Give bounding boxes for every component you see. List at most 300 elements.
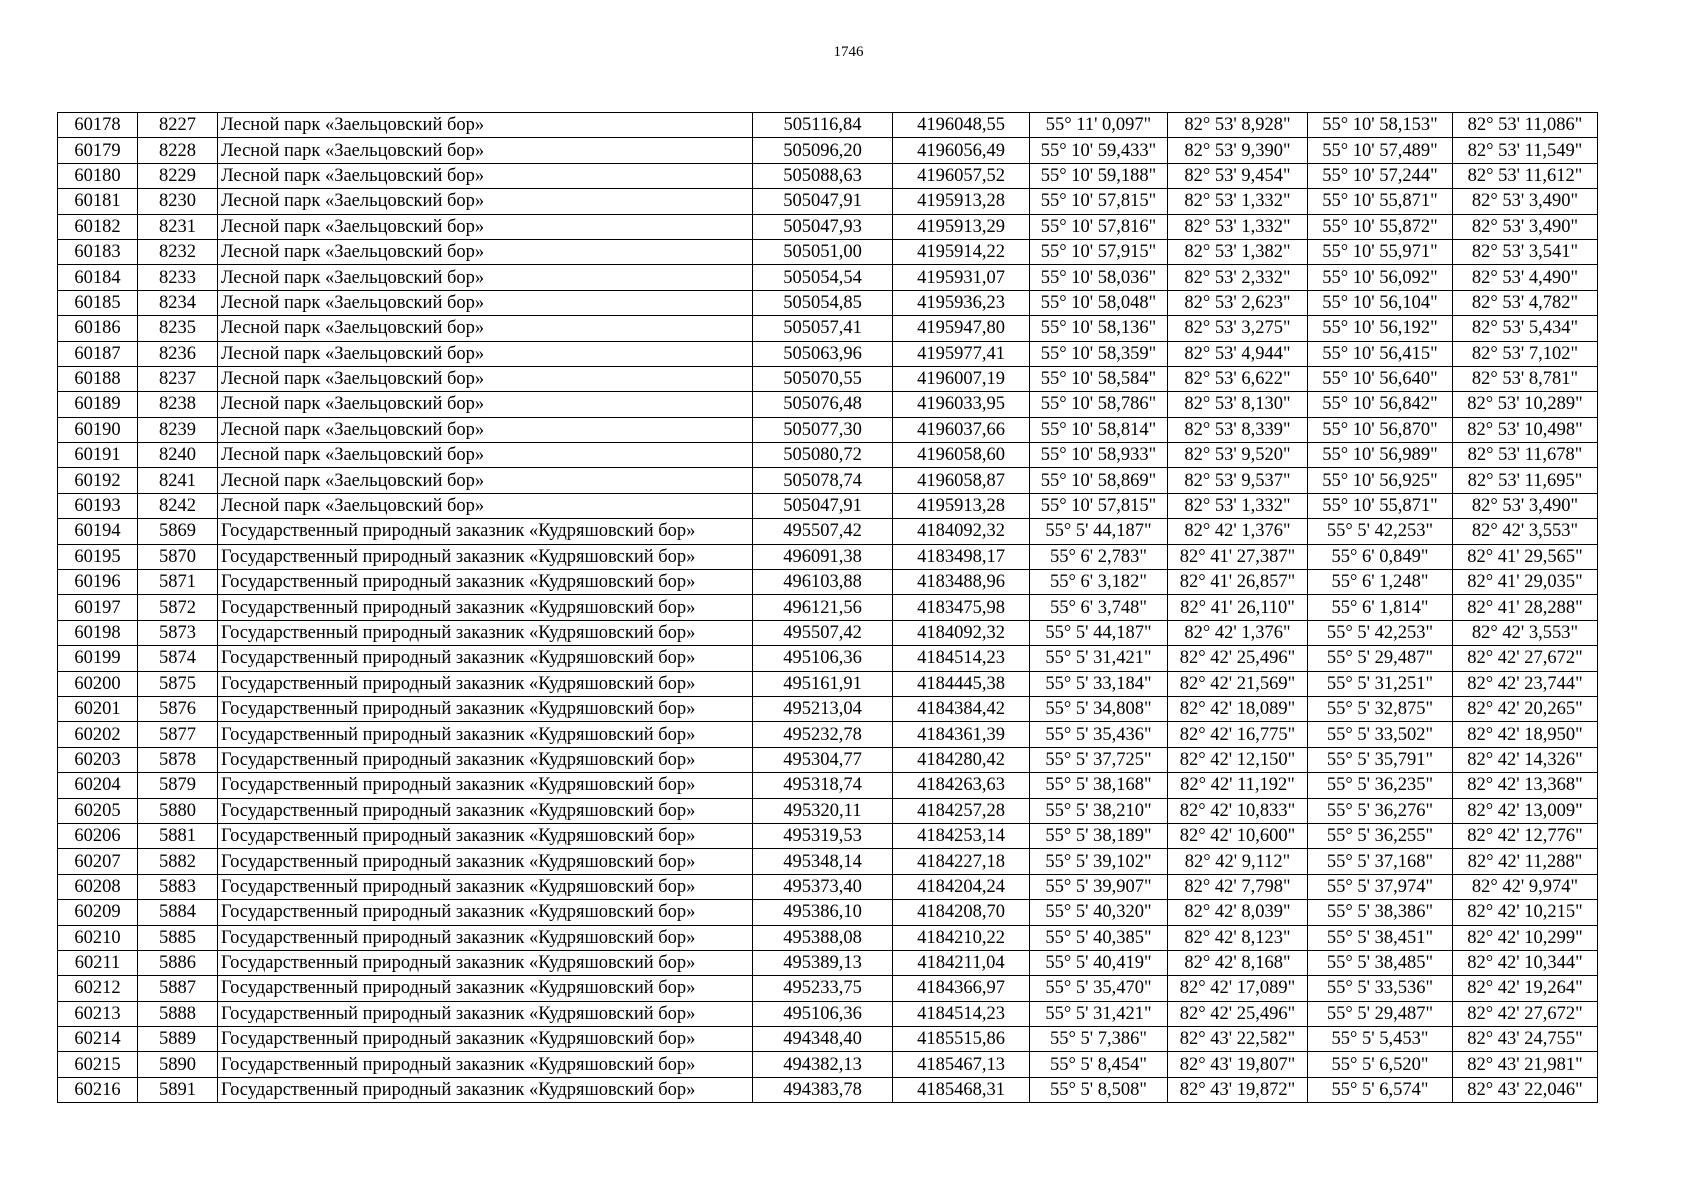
row-number-cell: 60204 — [58, 773, 138, 798]
point-number-cell: 5869 — [138, 519, 218, 544]
longitude-2-cell: 82° 42' 23,744" — [1453, 671, 1598, 696]
coord-x-cell: 496103,88 — [753, 570, 893, 595]
coord-y-cell: 4196058,87 — [893, 468, 1030, 493]
longitude-1-cell: 82° 42' 11,192" — [1168, 773, 1308, 798]
latitude-2-cell: 55° 5' 29,487" — [1308, 1001, 1453, 1026]
row-number-cell: 60188 — [58, 366, 138, 391]
point-number-cell: 5877 — [138, 722, 218, 747]
row-number-cell: 60186 — [58, 316, 138, 341]
latitude-1-cell: 55° 10' 58,359" — [1030, 341, 1168, 366]
longitude-1-cell: 82° 42' 25,496" — [1168, 1001, 1308, 1026]
table-body — [58, 113, 1598, 1103]
row-number-cell: 60184 — [58, 265, 138, 290]
longitude-2-cell: 82° 53' 11,549" — [1453, 138, 1598, 163]
object-name-cell: Лесной парк «Заельцовский бор» — [218, 443, 753, 468]
latitude-2-cell: 55° 5' 33,536" — [1308, 976, 1453, 1001]
latitude-2-cell: 55° 10' 56,192" — [1308, 316, 1453, 341]
coord-x-cell: 505088,63 — [753, 163, 893, 188]
table-row — [58, 1001, 1598, 1026]
latitude-2-cell: 55° 10' 55,871" — [1308, 189, 1453, 214]
longitude-1-cell: 82° 53' 2,623" — [1168, 290, 1308, 315]
longitude-1-cell: 82° 41' 26,857" — [1168, 570, 1308, 595]
table-row — [58, 595, 1598, 620]
latitude-1-cell: 55° 10' 57,815" — [1030, 493, 1168, 518]
latitude-1-cell: 55° 5' 35,470" — [1030, 976, 1168, 1001]
point-number-cell: 5874 — [138, 646, 218, 671]
table-row — [58, 519, 1598, 544]
longitude-1-cell: 82° 41' 26,110" — [1168, 595, 1308, 620]
coord-x-cell: 505096,20 — [753, 138, 893, 163]
point-number-cell: 8229 — [138, 163, 218, 188]
object-name-cell: Лесной парк «Заельцовский бор» — [218, 138, 753, 163]
point-number-cell: 5871 — [138, 570, 218, 595]
longitude-2-cell: 82° 42' 10,215" — [1453, 900, 1598, 925]
latitude-2-cell: 55° 10' 55,971" — [1308, 239, 1453, 264]
latitude-1-cell: 55° 5' 37,725" — [1030, 747, 1168, 772]
point-number-cell: 5879 — [138, 773, 218, 798]
longitude-1-cell: 82° 53' 1,332" — [1168, 493, 1308, 518]
coord-y-cell: 4185467,13 — [893, 1052, 1030, 1077]
coord-x-cell: 494348,40 — [753, 1027, 893, 1052]
longitude-1-cell: 82° 53' 3,275" — [1168, 316, 1308, 341]
object-name-cell: Государственный природный заказник «Кудряшовский бор» — [218, 519, 753, 544]
latitude-2-cell: 55° 5' 36,276" — [1308, 798, 1453, 823]
point-number-cell: 5887 — [138, 976, 218, 1001]
longitude-1-cell: 82° 53' 9,520" — [1168, 443, 1308, 468]
coord-y-cell: 4184514,23 — [893, 1001, 1030, 1026]
latitude-2-cell: 55° 10' 56,640" — [1308, 366, 1453, 391]
object-name-cell: Государственный природный заказник «Кудряшовский бор» — [218, 544, 753, 569]
object-name-cell: Государственный природный заказник «Кудряшовский бор» — [218, 595, 753, 620]
longitude-1-cell: 82° 53' 1,332" — [1168, 214, 1308, 239]
point-number-cell: 8242 — [138, 493, 218, 518]
row-number-cell: 60205 — [58, 798, 138, 823]
longitude-2-cell: 82° 42' 13,009" — [1453, 798, 1598, 823]
coord-x-cell: 494383,78 — [753, 1077, 893, 1102]
longitude-1-cell: 82° 53' 1,382" — [1168, 239, 1308, 264]
longitude-2-cell: 82° 41' 28,288" — [1453, 595, 1598, 620]
point-number-cell: 5883 — [138, 874, 218, 899]
object-name-cell: Государственный природный заказник «Кудряшовский бор» — [218, 874, 753, 899]
latitude-1-cell: 55° 10' 57,815" — [1030, 189, 1168, 214]
longitude-2-cell: 82° 42' 27,672" — [1453, 646, 1598, 671]
coord-x-cell: 505047,91 — [753, 493, 893, 518]
coord-x-cell: 495389,13 — [753, 950, 893, 975]
longitude-1-cell: 82° 53' 4,944" — [1168, 341, 1308, 366]
longitude-1-cell: 82° 42' 9,112" — [1168, 849, 1308, 874]
latitude-2-cell: 55° 5' 38,451" — [1308, 925, 1453, 950]
longitude-2-cell: 82° 41' 29,035" — [1453, 570, 1598, 595]
longitude-2-cell: 82° 42' 11,288" — [1453, 849, 1598, 874]
table-row — [58, 620, 1598, 645]
longitude-2-cell: 82° 42' 10,299" — [1453, 925, 1598, 950]
row-number-cell: 60213 — [58, 1001, 138, 1026]
latitude-2-cell: 55° 5' 29,487" — [1308, 646, 1453, 671]
table-row — [58, 849, 1598, 874]
row-number-cell: 60216 — [58, 1077, 138, 1102]
latitude-2-cell: 55° 5' 31,251" — [1308, 671, 1453, 696]
point-number-cell: 5889 — [138, 1027, 218, 1052]
coord-y-cell: 4196058,60 — [893, 443, 1030, 468]
longitude-2-cell: 82° 53' 11,695" — [1453, 468, 1598, 493]
table-row — [58, 570, 1598, 595]
row-number-cell: 60178 — [58, 113, 138, 138]
latitude-2-cell: 55° 10' 55,872" — [1308, 214, 1453, 239]
latitude-1-cell: 55° 10' 58,869" — [1030, 468, 1168, 493]
row-number-cell: 60200 — [58, 671, 138, 696]
table-row — [58, 113, 1598, 138]
longitude-1-cell: 82° 42' 8,123" — [1168, 925, 1308, 950]
coord-y-cell: 4195947,80 — [893, 316, 1030, 341]
coord-x-cell: 505116,84 — [753, 113, 893, 138]
latitude-2-cell: 55° 6' 0,849" — [1308, 544, 1453, 569]
longitude-1-cell: 82° 42' 18,089" — [1168, 696, 1308, 721]
row-number-cell: 60191 — [58, 443, 138, 468]
coord-x-cell: 495213,04 — [753, 696, 893, 721]
longitude-2-cell: 82° 42' 19,264" — [1453, 976, 1598, 1001]
latitude-2-cell: 55° 6' 1,814" — [1308, 595, 1453, 620]
latitude-1-cell: 55° 5' 40,385" — [1030, 925, 1168, 950]
coord-x-cell: 505047,91 — [753, 189, 893, 214]
latitude-1-cell: 55° 10' 58,814" — [1030, 417, 1168, 442]
row-number-cell: 60187 — [58, 341, 138, 366]
latitude-2-cell: 55° 10' 55,871" — [1308, 493, 1453, 518]
object-name-cell: Лесной парк «Заельцовский бор» — [218, 113, 753, 138]
point-number-cell: 8237 — [138, 366, 218, 391]
row-number-cell: 60203 — [58, 747, 138, 772]
coord-x-cell: 496121,56 — [753, 595, 893, 620]
coord-y-cell: 4185515,86 — [893, 1027, 1030, 1052]
point-number-cell: 8235 — [138, 316, 218, 341]
latitude-2-cell: 55° 10' 57,489" — [1308, 138, 1453, 163]
coord-x-cell: 505057,41 — [753, 316, 893, 341]
latitude-2-cell: 55° 5' 37,974" — [1308, 874, 1453, 899]
coord-y-cell: 4184366,97 — [893, 976, 1030, 1001]
table-row — [58, 443, 1598, 468]
longitude-1-cell: 82° 42' 1,376" — [1168, 519, 1308, 544]
latitude-1-cell: 55° 10' 59,188" — [1030, 163, 1168, 188]
row-number-cell: 60185 — [58, 290, 138, 315]
coord-x-cell: 505063,96 — [753, 341, 893, 366]
coord-y-cell: 4196033,95 — [893, 392, 1030, 417]
row-number-cell: 60189 — [58, 392, 138, 417]
latitude-1-cell: 55° 6' 3,182" — [1030, 570, 1168, 595]
latitude-2-cell: 55° 5' 33,502" — [1308, 722, 1453, 747]
latitude-2-cell: 55° 5' 5,453" — [1308, 1027, 1453, 1052]
latitude-1-cell: 55° 5' 40,419" — [1030, 950, 1168, 975]
latitude-1-cell: 55° 11' 0,097" — [1030, 113, 1168, 138]
longitude-1-cell: 82° 43' 19,872" — [1168, 1077, 1308, 1102]
longitude-2-cell: 82° 42' 14,326" — [1453, 747, 1598, 772]
row-number-cell: 60208 — [58, 874, 138, 899]
latitude-1-cell: 55° 5' 34,808" — [1030, 696, 1168, 721]
table-row — [58, 671, 1598, 696]
longitude-1-cell: 82° 42' 10,833" — [1168, 798, 1308, 823]
coord-x-cell: 495233,75 — [753, 976, 893, 1001]
latitude-1-cell: 55° 10' 57,915" — [1030, 239, 1168, 264]
longitude-1-cell: 82° 53' 9,454" — [1168, 163, 1308, 188]
latitude-2-cell: 55° 5' 32,875" — [1308, 696, 1453, 721]
latitude-2-cell: 55° 5' 42,253" — [1308, 519, 1453, 544]
coord-y-cell: 4183488,96 — [893, 570, 1030, 595]
coord-x-cell: 495232,78 — [753, 722, 893, 747]
latitude-2-cell: 55° 5' 37,168" — [1308, 849, 1453, 874]
latitude-1-cell: 55° 5' 44,187" — [1030, 519, 1168, 544]
latitude-2-cell: 55° 5' 36,235" — [1308, 773, 1453, 798]
longitude-2-cell: 82° 43' 22,046" — [1453, 1077, 1598, 1102]
coord-y-cell: 4195936,23 — [893, 290, 1030, 315]
table-row — [58, 417, 1598, 442]
table-row — [58, 544, 1598, 569]
latitude-1-cell: 55° 5' 38,210" — [1030, 798, 1168, 823]
point-number-cell: 8227 — [138, 113, 218, 138]
coord-y-cell: 4184445,38 — [893, 671, 1030, 696]
longitude-2-cell: 82° 53' 11,678" — [1453, 443, 1598, 468]
table-row — [58, 341, 1598, 366]
point-number-cell: 8228 — [138, 138, 218, 163]
point-number-cell: 5885 — [138, 925, 218, 950]
point-number-cell: 5891 — [138, 1077, 218, 1102]
object-name-cell: Лесной парк «Заельцовский бор» — [218, 493, 753, 518]
object-name-cell: Лесной парк «Заельцовский бор» — [218, 265, 753, 290]
coord-y-cell: 4183498,17 — [893, 544, 1030, 569]
coord-x-cell: 495507,42 — [753, 519, 893, 544]
object-name-cell: Государственный природный заказник «Кудряшовский бор» — [218, 976, 753, 1001]
coordinates-table — [57, 112, 1598, 1103]
point-number-cell: 8238 — [138, 392, 218, 417]
longitude-1-cell: 82° 53' 8,339" — [1168, 417, 1308, 442]
longitude-2-cell: 82° 53' 7,102" — [1453, 341, 1598, 366]
longitude-2-cell: 82° 53' 10,289" — [1453, 392, 1598, 417]
longitude-2-cell: 82° 42' 12,776" — [1453, 823, 1598, 848]
coord-y-cell: 4196007,19 — [893, 366, 1030, 391]
coord-x-cell: 505077,30 — [753, 417, 893, 442]
longitude-1-cell: 82° 42' 25,496" — [1168, 646, 1308, 671]
coord-y-cell: 4184204,24 — [893, 874, 1030, 899]
latitude-2-cell: 55° 5' 38,386" — [1308, 900, 1453, 925]
coord-x-cell: 495161,91 — [753, 671, 893, 696]
row-number-cell: 60195 — [58, 544, 138, 569]
coord-x-cell: 495373,40 — [753, 874, 893, 899]
coord-x-cell: 505047,93 — [753, 214, 893, 239]
row-number-cell: 60182 — [58, 214, 138, 239]
longitude-2-cell: 82° 41' 29,565" — [1453, 544, 1598, 569]
latitude-2-cell: 55° 10' 56,870" — [1308, 417, 1453, 442]
longitude-1-cell: 82° 53' 2,332" — [1168, 265, 1308, 290]
longitude-2-cell: 82° 43' 24,755" — [1453, 1027, 1598, 1052]
coord-y-cell: 4184384,42 — [893, 696, 1030, 721]
coord-y-cell: 4195913,29 — [893, 214, 1030, 239]
coord-x-cell: 494382,13 — [753, 1052, 893, 1077]
coord-y-cell: 4184514,23 — [893, 646, 1030, 671]
point-number-cell: 8231 — [138, 214, 218, 239]
latitude-2-cell: 55° 10' 58,153" — [1308, 113, 1453, 138]
point-number-cell: 5880 — [138, 798, 218, 823]
object-name-cell: Лесной парк «Заельцовский бор» — [218, 417, 753, 442]
page-number: 1746 — [833, 44, 864, 60]
row-number-cell: 60202 — [58, 722, 138, 747]
latitude-1-cell: 55° 10' 57,816" — [1030, 214, 1168, 239]
longitude-2-cell: 82° 53' 3,490" — [1453, 493, 1598, 518]
longitude-2-cell: 82° 53' 3,541" — [1453, 239, 1598, 264]
coord-y-cell: 4184257,28 — [893, 798, 1030, 823]
point-number-cell: 8233 — [138, 265, 218, 290]
coord-x-cell: 495386,10 — [753, 900, 893, 925]
coord-x-cell: 495320,11 — [753, 798, 893, 823]
coord-x-cell: 496091,38 — [753, 544, 893, 569]
table-row — [58, 239, 1598, 264]
latitude-1-cell: 55° 10' 58,036" — [1030, 265, 1168, 290]
object-name-cell: Государственный природный заказник «Кудряшовский бор» — [218, 620, 753, 645]
latitude-1-cell: 55° 5' 39,102" — [1030, 849, 1168, 874]
latitude-2-cell: 55° 5' 38,485" — [1308, 950, 1453, 975]
coord-y-cell: 4195913,28 — [893, 493, 1030, 518]
coord-x-cell: 495106,36 — [753, 646, 893, 671]
coord-y-cell: 4195913,28 — [893, 189, 1030, 214]
coord-x-cell: 505054,54 — [753, 265, 893, 290]
table-row — [58, 316, 1598, 341]
longitude-2-cell: 82° 42' 13,368" — [1453, 773, 1598, 798]
coord-y-cell: 4185468,31 — [893, 1077, 1030, 1102]
table-row — [58, 189, 1598, 214]
latitude-1-cell: 55° 5' 38,168" — [1030, 773, 1168, 798]
point-number-cell: 8241 — [138, 468, 218, 493]
coord-y-cell: 4184208,70 — [893, 900, 1030, 925]
coord-x-cell: 505051,00 — [753, 239, 893, 264]
object-name-cell: Лесной парк «Заельцовский бор» — [218, 316, 753, 341]
object-name-cell: Лесной парк «Заельцовский бор» — [218, 290, 753, 315]
latitude-2-cell: 55° 10' 56,104" — [1308, 290, 1453, 315]
coord-x-cell: 495106,36 — [753, 1001, 893, 1026]
coord-x-cell: 495507,42 — [753, 620, 893, 645]
latitude-1-cell: 55° 5' 44,187" — [1030, 620, 1168, 645]
object-name-cell: Государственный природный заказник «Кудряшовский бор» — [218, 696, 753, 721]
latitude-2-cell: 55° 10' 56,925" — [1308, 468, 1453, 493]
table-row — [58, 265, 1598, 290]
latitude-1-cell: 55° 5' 35,436" — [1030, 722, 1168, 747]
point-number-cell: 5870 — [138, 544, 218, 569]
coord-y-cell: 4196057,52 — [893, 163, 1030, 188]
longitude-1-cell: 82° 42' 8,168" — [1168, 950, 1308, 975]
longitude-1-cell: 82° 42' 7,798" — [1168, 874, 1308, 899]
point-number-cell: 5884 — [138, 900, 218, 925]
coord-y-cell: 4184092,32 — [893, 620, 1030, 645]
point-number-cell: 8240 — [138, 443, 218, 468]
coord-y-cell: 4196037,66 — [893, 417, 1030, 442]
latitude-1-cell: 55° 5' 31,421" — [1030, 1001, 1168, 1026]
coord-y-cell: 4195977,41 — [893, 341, 1030, 366]
latitude-1-cell: 55° 10' 58,786" — [1030, 392, 1168, 417]
row-number-cell: 60209 — [58, 900, 138, 925]
latitude-1-cell: 55° 10' 58,048" — [1030, 290, 1168, 315]
latitude-2-cell: 55° 10' 56,415" — [1308, 341, 1453, 366]
latitude-1-cell: 55° 5' 7,386" — [1030, 1027, 1168, 1052]
longitude-2-cell: 82° 42' 3,553" — [1453, 620, 1598, 645]
table-row — [58, 290, 1598, 315]
object-name-cell: Лесной парк «Заельцовский бор» — [218, 189, 753, 214]
object-name-cell: Государственный природный заказник «Кудряшовский бор» — [218, 747, 753, 772]
longitude-2-cell: 82° 42' 27,672" — [1453, 1001, 1598, 1026]
row-number-cell: 60192 — [58, 468, 138, 493]
coord-y-cell: 4184253,14 — [893, 823, 1030, 848]
table-row — [58, 214, 1598, 239]
table-row — [58, 138, 1598, 163]
longitude-2-cell: 82° 53' 3,490" — [1453, 189, 1598, 214]
row-number-cell: 60215 — [58, 1052, 138, 1077]
object-name-cell: Государственный природный заказник «Кудряшовский бор» — [218, 570, 753, 595]
coord-y-cell: 4184263,63 — [893, 773, 1030, 798]
table-row — [58, 925, 1598, 950]
table-row — [58, 163, 1598, 188]
latitude-2-cell: 55° 5' 36,255" — [1308, 823, 1453, 848]
longitude-1-cell: 82° 43' 19,807" — [1168, 1052, 1308, 1077]
row-number-cell: 60210 — [58, 925, 138, 950]
row-number-cell: 60196 — [58, 570, 138, 595]
row-number-cell: 60194 — [58, 519, 138, 544]
latitude-1-cell: 55° 5' 39,907" — [1030, 874, 1168, 899]
row-number-cell: 60180 — [58, 163, 138, 188]
object-name-cell: Лесной парк «Заельцовский бор» — [218, 392, 753, 417]
object-name-cell: Лесной парк «Заельцовский бор» — [218, 341, 753, 366]
longitude-1-cell: 82° 53' 1,332" — [1168, 189, 1308, 214]
longitude-1-cell: 82° 41' 27,387" — [1168, 544, 1308, 569]
object-name-cell: Лесной парк «Заельцовский бор» — [218, 163, 753, 188]
latitude-2-cell: 55° 5' 42,253" — [1308, 620, 1453, 645]
row-number-cell: 60198 — [58, 620, 138, 645]
row-number-cell: 60197 — [58, 595, 138, 620]
row-number-cell: 60181 — [58, 189, 138, 214]
object-name-cell: Лесной парк «Заельцовский бор» — [218, 239, 753, 264]
row-number-cell: 60206 — [58, 823, 138, 848]
row-number-cell: 60193 — [58, 493, 138, 518]
row-number-cell: 60212 — [58, 976, 138, 1001]
table-row — [58, 747, 1598, 772]
latitude-2-cell: 55° 10' 57,244" — [1308, 163, 1453, 188]
point-number-cell: 8234 — [138, 290, 218, 315]
coord-y-cell: 4183475,98 — [893, 595, 1030, 620]
latitude-1-cell: 55° 10' 59,433" — [1030, 138, 1168, 163]
latitude-1-cell: 55° 6' 2,783" — [1030, 544, 1168, 569]
latitude-1-cell: 55° 5' 38,189" — [1030, 823, 1168, 848]
latitude-2-cell: 55° 6' 1,248" — [1308, 570, 1453, 595]
longitude-1-cell: 82° 42' 10,600" — [1168, 823, 1308, 848]
object-name-cell: Государственный природный заказник «Кудряшовский бор» — [218, 1027, 753, 1052]
table-row — [58, 468, 1598, 493]
longitude-1-cell: 82° 53' 8,928" — [1168, 113, 1308, 138]
table-row — [58, 493, 1598, 518]
table-row — [58, 900, 1598, 925]
longitude-2-cell: 82° 42' 20,265" — [1453, 696, 1598, 721]
latitude-1-cell: 55° 5' 8,454" — [1030, 1052, 1168, 1077]
row-number-cell: 60207 — [58, 849, 138, 874]
longitude-2-cell: 82° 42' 3,553" — [1453, 519, 1598, 544]
table-row — [58, 798, 1598, 823]
coord-x-cell: 505080,72 — [753, 443, 893, 468]
object-name-cell: Государственный природный заказник «Кудряшовский бор» — [218, 1077, 753, 1102]
object-name-cell: Лесной парк «Заельцовский бор» — [218, 366, 753, 391]
point-number-cell: 5888 — [138, 1001, 218, 1026]
coord-y-cell: 4184211,04 — [893, 950, 1030, 975]
longitude-1-cell: 82° 42' 16,775" — [1168, 722, 1308, 747]
coord-y-cell: 4184210,22 — [893, 925, 1030, 950]
longitude-1-cell: 82° 42' 8,039" — [1168, 900, 1308, 925]
longitude-2-cell: 82° 53' 4,782" — [1453, 290, 1598, 315]
point-number-cell: 5881 — [138, 823, 218, 848]
coord-y-cell: 4184361,39 — [893, 722, 1030, 747]
object-name-cell: Государственный природный заказник «Кудряшовский бор» — [218, 798, 753, 823]
latitude-1-cell: 55° 5' 40,320" — [1030, 900, 1168, 925]
point-number-cell: 5872 — [138, 595, 218, 620]
